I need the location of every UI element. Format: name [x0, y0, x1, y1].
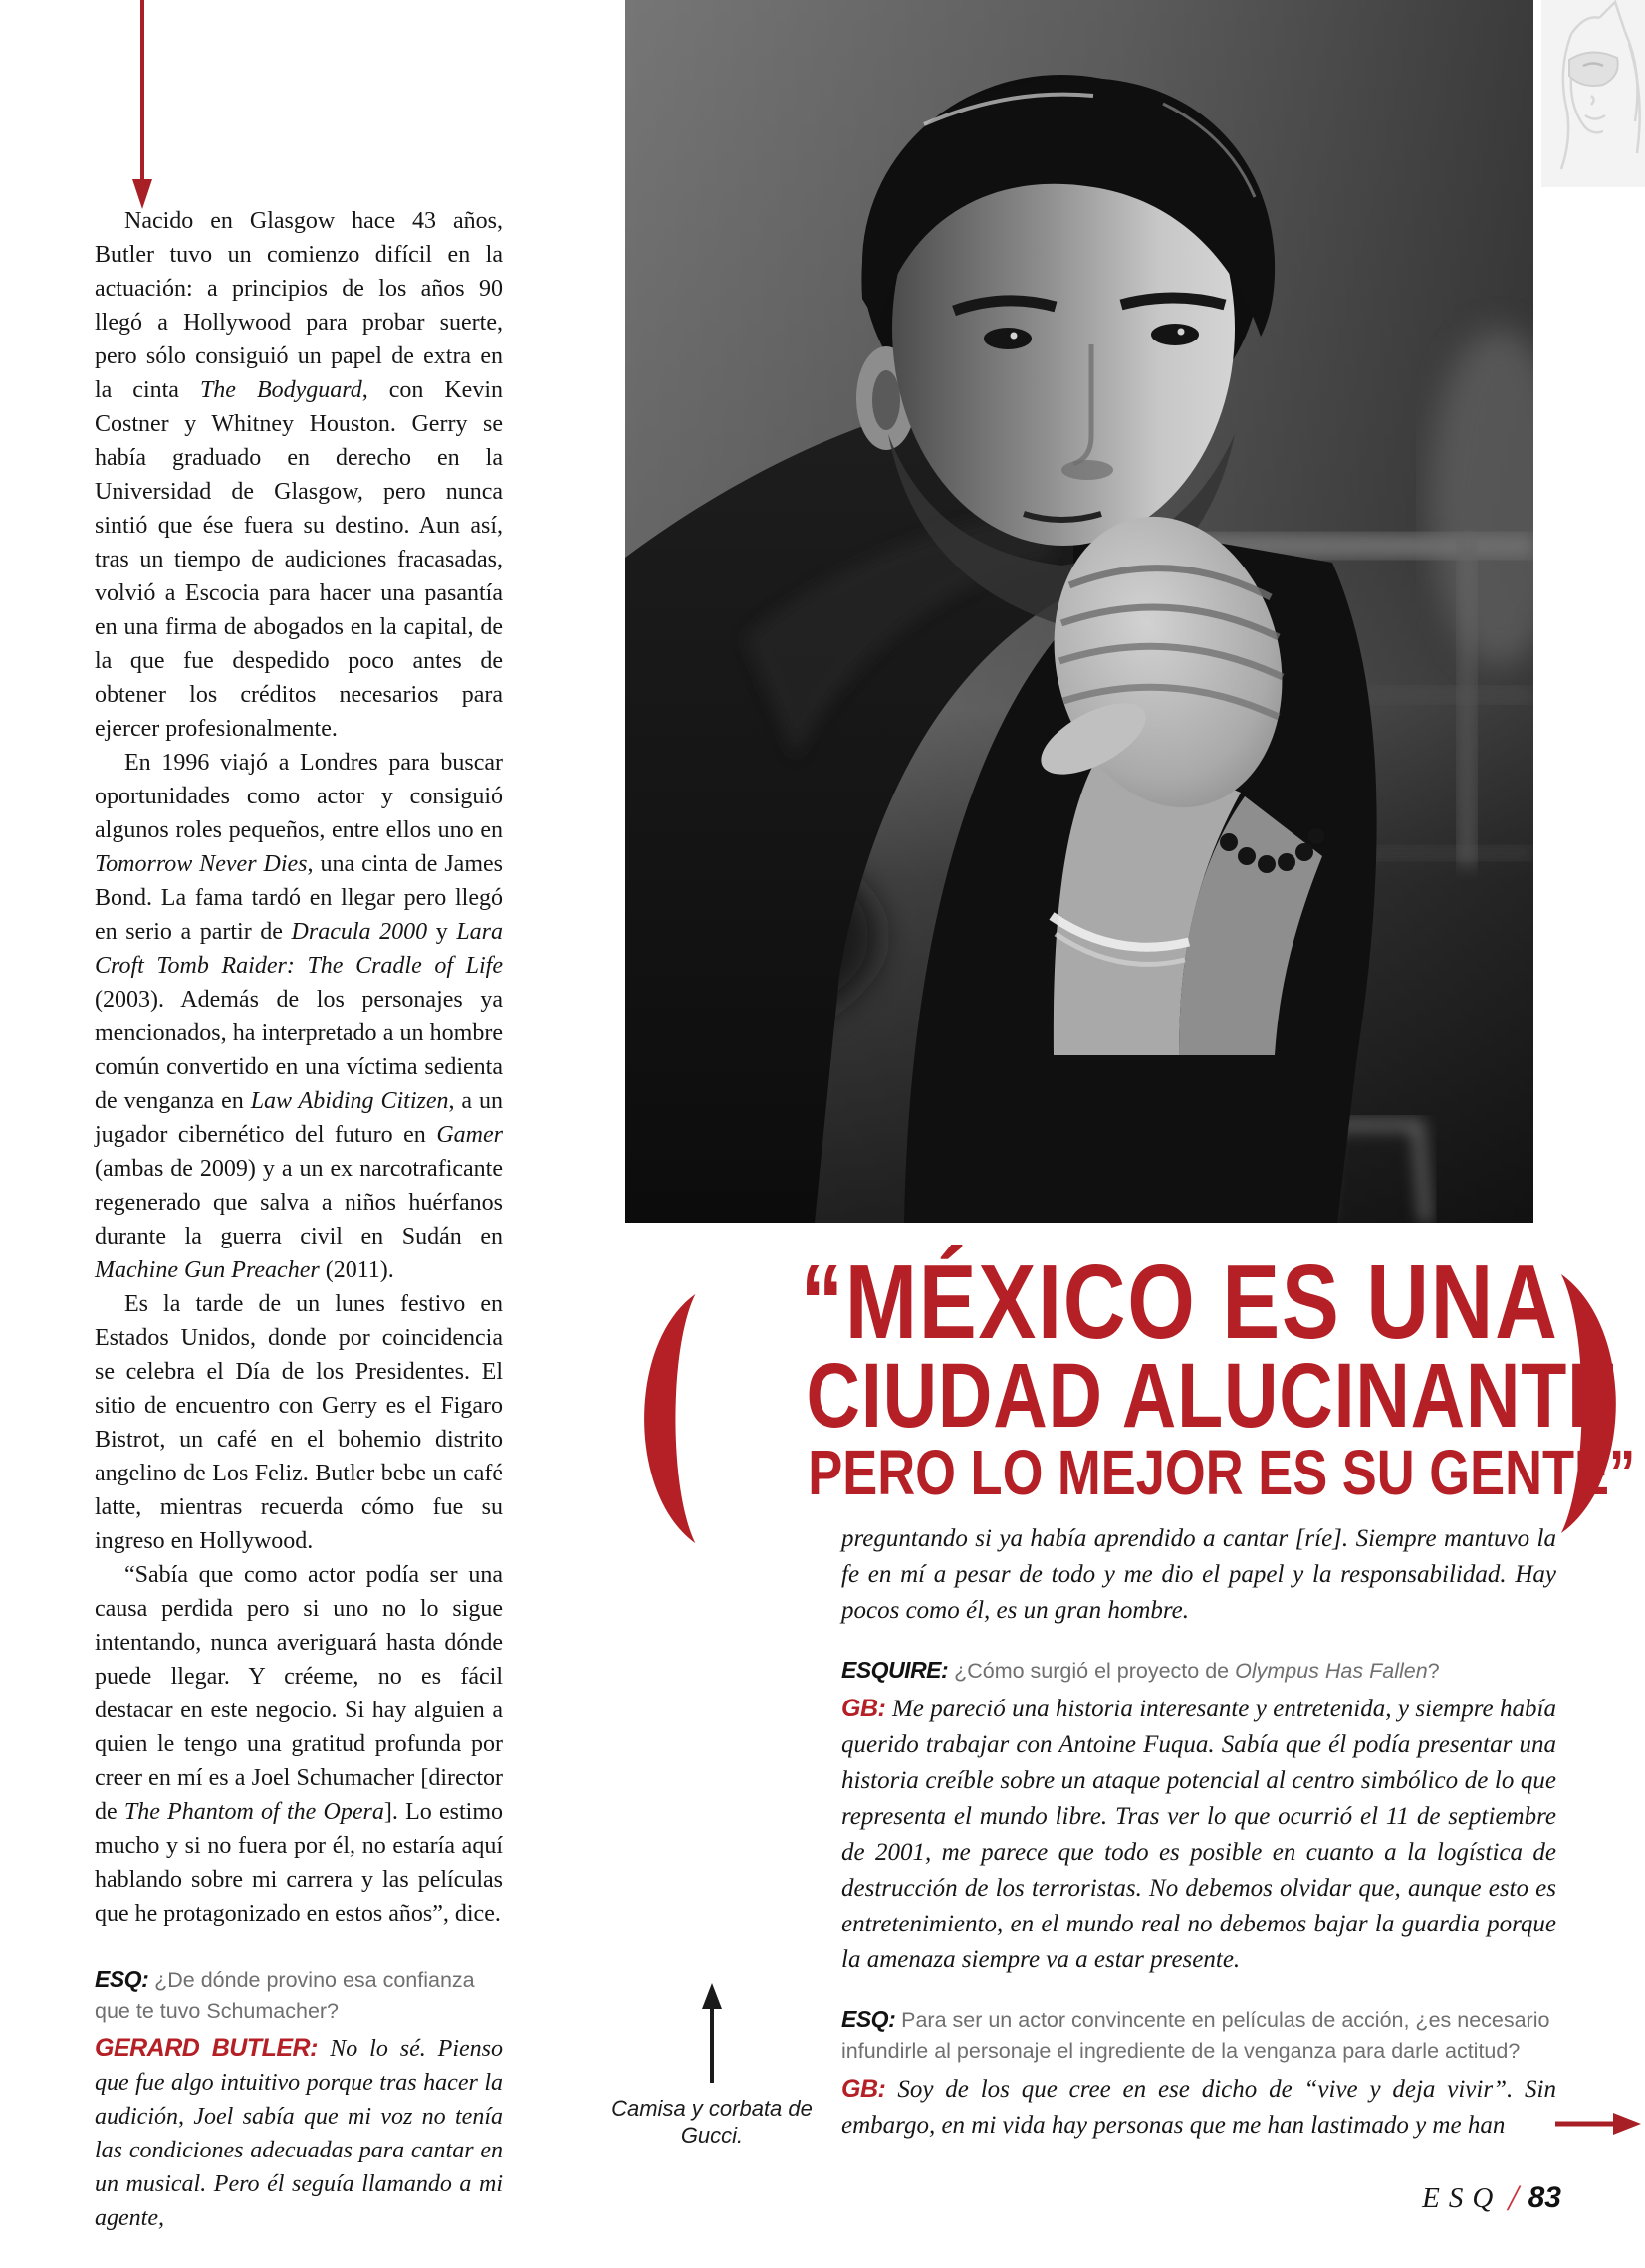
page-footer [1402, 2176, 1561, 2220]
pull-quote [625, 1244, 1645, 1543]
intro-paragraphs [95, 204, 503, 1930]
pull-quote-line-3: PERO LO MEJOR ES SU GENTE” [808, 1437, 1636, 1508]
qa-entry: GB: Soy de los que cree en ese dicho de “vive y deja vivir”. Sin embargo, en mi vida hay personas que me han lastimado y me han [841, 2075, 1556, 2139]
catwoman-sketch-icon [1541, 0, 1645, 187]
up-arrow-icon [701, 1983, 723, 2083]
speaker-label: ESQUIRE: [841, 1657, 955, 1683]
page-number: 83 [1528, 2181, 1561, 2214]
speaker-label: ESQ: [95, 1966, 155, 1992]
magazine-brand: ESQ [1422, 2181, 1503, 2214]
paragraph: Es la tarde de un lunes festivo en Estados Unidos, donde por coincidencia se celebra el Día de los Presidentes. El sitio de encuentro con Gerry es el Figaro Bistrot, un café en el bohemio distrito angelino de Los Feliz. Butler bebe un café latte, mientras recuerda cómo fue su ingreso en Hollywood. [95, 1291, 503, 1554]
qa-entry: GB: Me pareció una historia interesante y entretenida, y siempre había querido trabajar con Antoine Fuqua. Sabía que él podía presentar una historia creíble sobre un ataque potencial al centro simbólico de lo que representa el mundo libre. Tras ver lo que ocurrió el 11 de septiembre de 2001, me parece que todo es posible en cuanto a la logística de destrucción de los terroristas. No debemos olvidar que, aunque esto es entretenimiento, en el mundo real no debemos bajar la guardia porque la amenaza siempre va a estar presente. [841, 1695, 1556, 1973]
speaker-label: GB: [841, 1695, 892, 1722]
down-arrow-icon [130, 0, 154, 211]
speaker-label: ESQ: [841, 2006, 902, 2032]
pull-quote-line-1: “MÉXICO ES UNA [800, 1244, 1559, 1361]
speaker-label: GB: [841, 2075, 898, 2103]
pull-quote-line-2: CIUDAD ALUCINANTE [806, 1345, 1619, 1447]
interview-right [841, 1521, 1556, 2144]
interview-left [95, 1964, 503, 2235]
caption-line-2: Gucci. [680, 2123, 744, 2148]
right-arrow-icon [1555, 2109, 1643, 2139]
left-text-column [95, 204, 503, 2235]
open-parenthesis-icon [627, 1290, 703, 1547]
qa-entry: GERARD BUTLER: No lo sé. Pienso que fue algo intuitivo porque tras hacer la audición, Joel sabía que mi voz no tenía las condiciones adecuadas para cantar en un musical. Pero él seguía llamando a mi agente, [95, 2034, 503, 2231]
speaker-label: GERARD BUTLER: [95, 2034, 331, 2062]
qa-entry: ESQ: Para ser un actor convincente en películas de acción, ¿es necesario infundirle al personaje el ingrediente de la venganza para darle actitud? [841, 2006, 1550, 2063]
paragraph: Nacido en Glasgow hace 43 años, Butler tuvo un comienzo difícil en la actuación: a principios de los años 90 llegó a Hollywood para probar suerte, pero sólo consiguió un papel de extra en la cinta The Bodyguard, con Kevin Costner y Whitney Houston. Gerry se había graduado en derecho en la Universidad de Glasgow, pero nunca sintió que ése fuera su destino. Aun así, tras un tiempo de audiciones fracasadas, volvió a Escocia para hacer una pasantía en una firma de abogados en la capital, de la que fue despedido poco antes de obtener los créditos necesarios para ejercer profesionalmente. [95, 208, 504, 742]
qa-entry: ESQ: ¿De dónde provino esa confianza que te tuvo Schumacher? [95, 1966, 475, 2023]
caption-line-1: Camisa y corbata de [611, 2096, 813, 2121]
qa-entry: ESQUIRE: ¿Cómo surgió el proyecto de Olympus Has Fallen? [841, 1657, 1440, 1683]
paragraph: En 1996 viajó a Londres para buscar oportunidades como actor y consiguió algunos roles pequeños, entre ellos uno en Tomorrow Never Dies, una cinta de James Bond. La fama tardó en llegar pero llegó en serio a partir de Dracula 2000 y Lara Croft Tomb Raider: The Cradle of Life (2003). Además de los personajes ya mencionados, ha interpretado a un hombre común convertido en una víctima sedienta de venganza en Law Abiding Citizen, a un jugador cibernético del futuro en Gamer (ambas de 2009) y a un ex narcotraficante regenerado que salva a niños huérfanos durante la guerra civil en Sudán en Machine Gun Preacher (2011). [95, 750, 503, 1283]
photo-caption [592, 1983, 831, 2149]
paragraph: “Sabía que como actor podía ser una causa perdida pero si uno no lo sigue intentando, nunca averiguará hasta dónde puede llegar. Y créeme, no es fácil destacar en este negocio. Si hay alguien a quien le tengo una gratitud profunda por creer en mí es a Joel Schumacher [director de The Phantom of the Opera]. Lo estimo mucho y si no fuera por él, no estaría aquí hablando sobre mi carrera y las películas que he protagonizado en estos años”, dice. [95, 1562, 503, 1927]
paragraph: preguntando si ya había aprendido a cantar [ríe]. Siempre mantuvo la fe en mí a pesar de todo y me dio el papel y la responsabilidad. Hay pocos como él, es un gran hombre. [841, 1525, 1556, 1624]
gerard-butler-photo [625, 0, 1533, 1223]
folio-separator: / [1508, 2177, 1519, 2219]
